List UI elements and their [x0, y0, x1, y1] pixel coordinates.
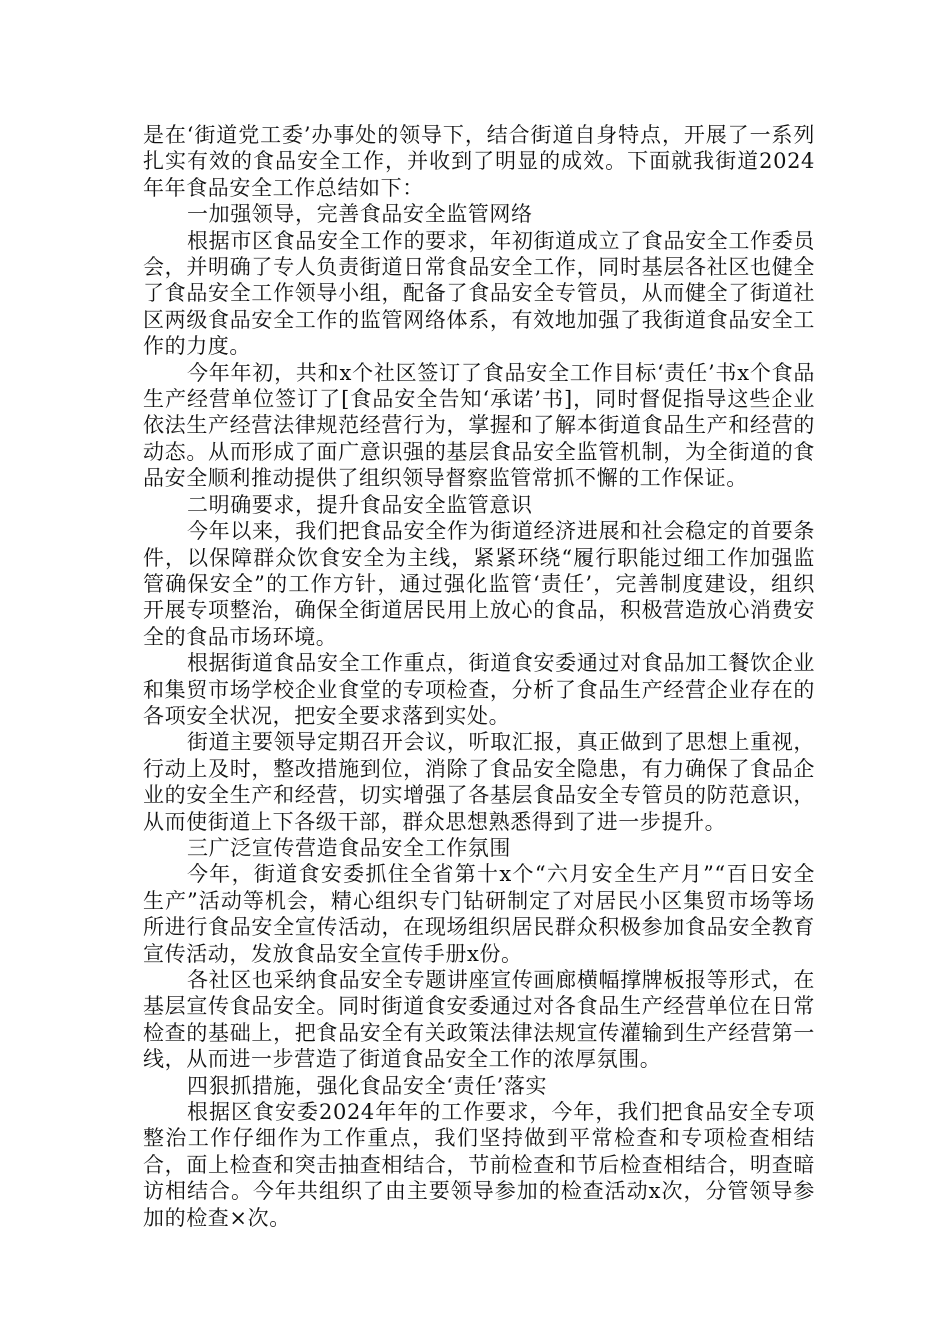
- paragraph: 各社区也采纳食品安全专题讲座宣传画廊横幅撑牌板报等形式，在基层宣传食品安全。同时街道食安委通过对各食品生产经营单位在日常检查的基础上，把食品安全有关政策法律法规宣传灌输到生产经营第一线，从而进一步营造了街道食品安全工作的浓厚氛围。: [143, 968, 815, 1072]
- paragraph-intro: 是在‘街道党工委’办事处的领导下，结合街道自身特点，开展了一系列扎实有效的食品安全工作，并收到了明显的成效。下面就我街道2024年年食品安全工作总结如下：: [143, 123, 815, 200]
- paragraph: 根据市区食品安全工作的要求，年初街道成立了食品安全工作委员会，并明确了专人负责街道日常食品安全工作，同时基层各社区也健全了食品安全工作领导小组，配备了食品安全专管员，从而健全了街道社区两级食品安全工作的监管网络体系，有效地加强了我街道食品安全工作的力度。: [143, 228, 815, 359]
- section-heading-4: 四狠抓措施，强化食品安全‘责任’落实: [187, 1073, 548, 1098]
- section-heading-2: 二明确要求，提升食品安全监管意识: [187, 492, 533, 517]
- paragraph: 今年年初，共和x个社区签订了食品安全工作目标‘责任’书x个食品生产经营单位签订了[食品安全告知‘承诺’书]，同时督促指导这些企业依法生产经营法律规范经营行为，掌握和了解本街道食品生产和经营的动态。从而形成了面广意识强的基层食品安全监管机制，为全街道的食品安全顺利推动提供了组织领导督察监管常抓不懈的工作保证。: [143, 360, 815, 491]
- section-heading-3: 三广泛宣传营造食品安全工作氛围: [187, 835, 511, 860]
- paragraph: 根据街道食品安全工作重点，街道食安委通过对食品加工餐饮企业和集贸市场学校企业食堂的专项检查，分析了食品生产经营企业存在的各项安全状况，把安全要求落到实处。: [143, 651, 815, 728]
- paragraph: 根据区食安委2024年年的工作要求，今年，我们把食品安全专项整治工作仔细作为工作重点，我们坚持做到平常检查和专项检查相结合，面上检查和突击抽查相结合，节前检查和节后检查相结合，明查暗访相结合。今年共组织了由主要领导参加的检查活动x次，分管领导参加的检查×次。: [143, 1100, 815, 1230]
- paragraph: 街道主要领导定期召开会议，听取汇报，真正做到了思想上重视，行动上及时，整改措施到位，消除了食品安全隐患，有力确保了食品企业的安全生产和经营，切实增强了各基层食品安全专管员的防范意识，从而使街道上下各级干部，群众思想熟悉得到了进一步提升。: [143, 730, 815, 834]
- section-heading-1: 一加强领导，完善食品安全监管网络: [187, 202, 533, 227]
- paragraph: 今年以来，我们把食品安全作为街道经济进展和社会稳定的首要条件，以保障群众饮食安全为主线，紧紧环绕“履行职能过细工作加强监管确保安全”的工作方针，通过强化监管‘责任’，完善制度建设，组织开展专项整治，确保全街道居民用上放心的食品，积极营造放心消费安全的食品市场环境。: [143, 519, 815, 649]
- paragraph: 今年，街道食安委抓住全省第十x个“六月安全生产月”“百日安全生产”活动等机会，精心组织专门钻研制定了对居民小区集贸市场等场所进行食品安全宣传活动，在现场组织居民群众积极参加食品安全教育宣传活动，发放食品安全宣传手册x份。: [143, 862, 815, 966]
- document-body: [143, 122, 815, 1231]
